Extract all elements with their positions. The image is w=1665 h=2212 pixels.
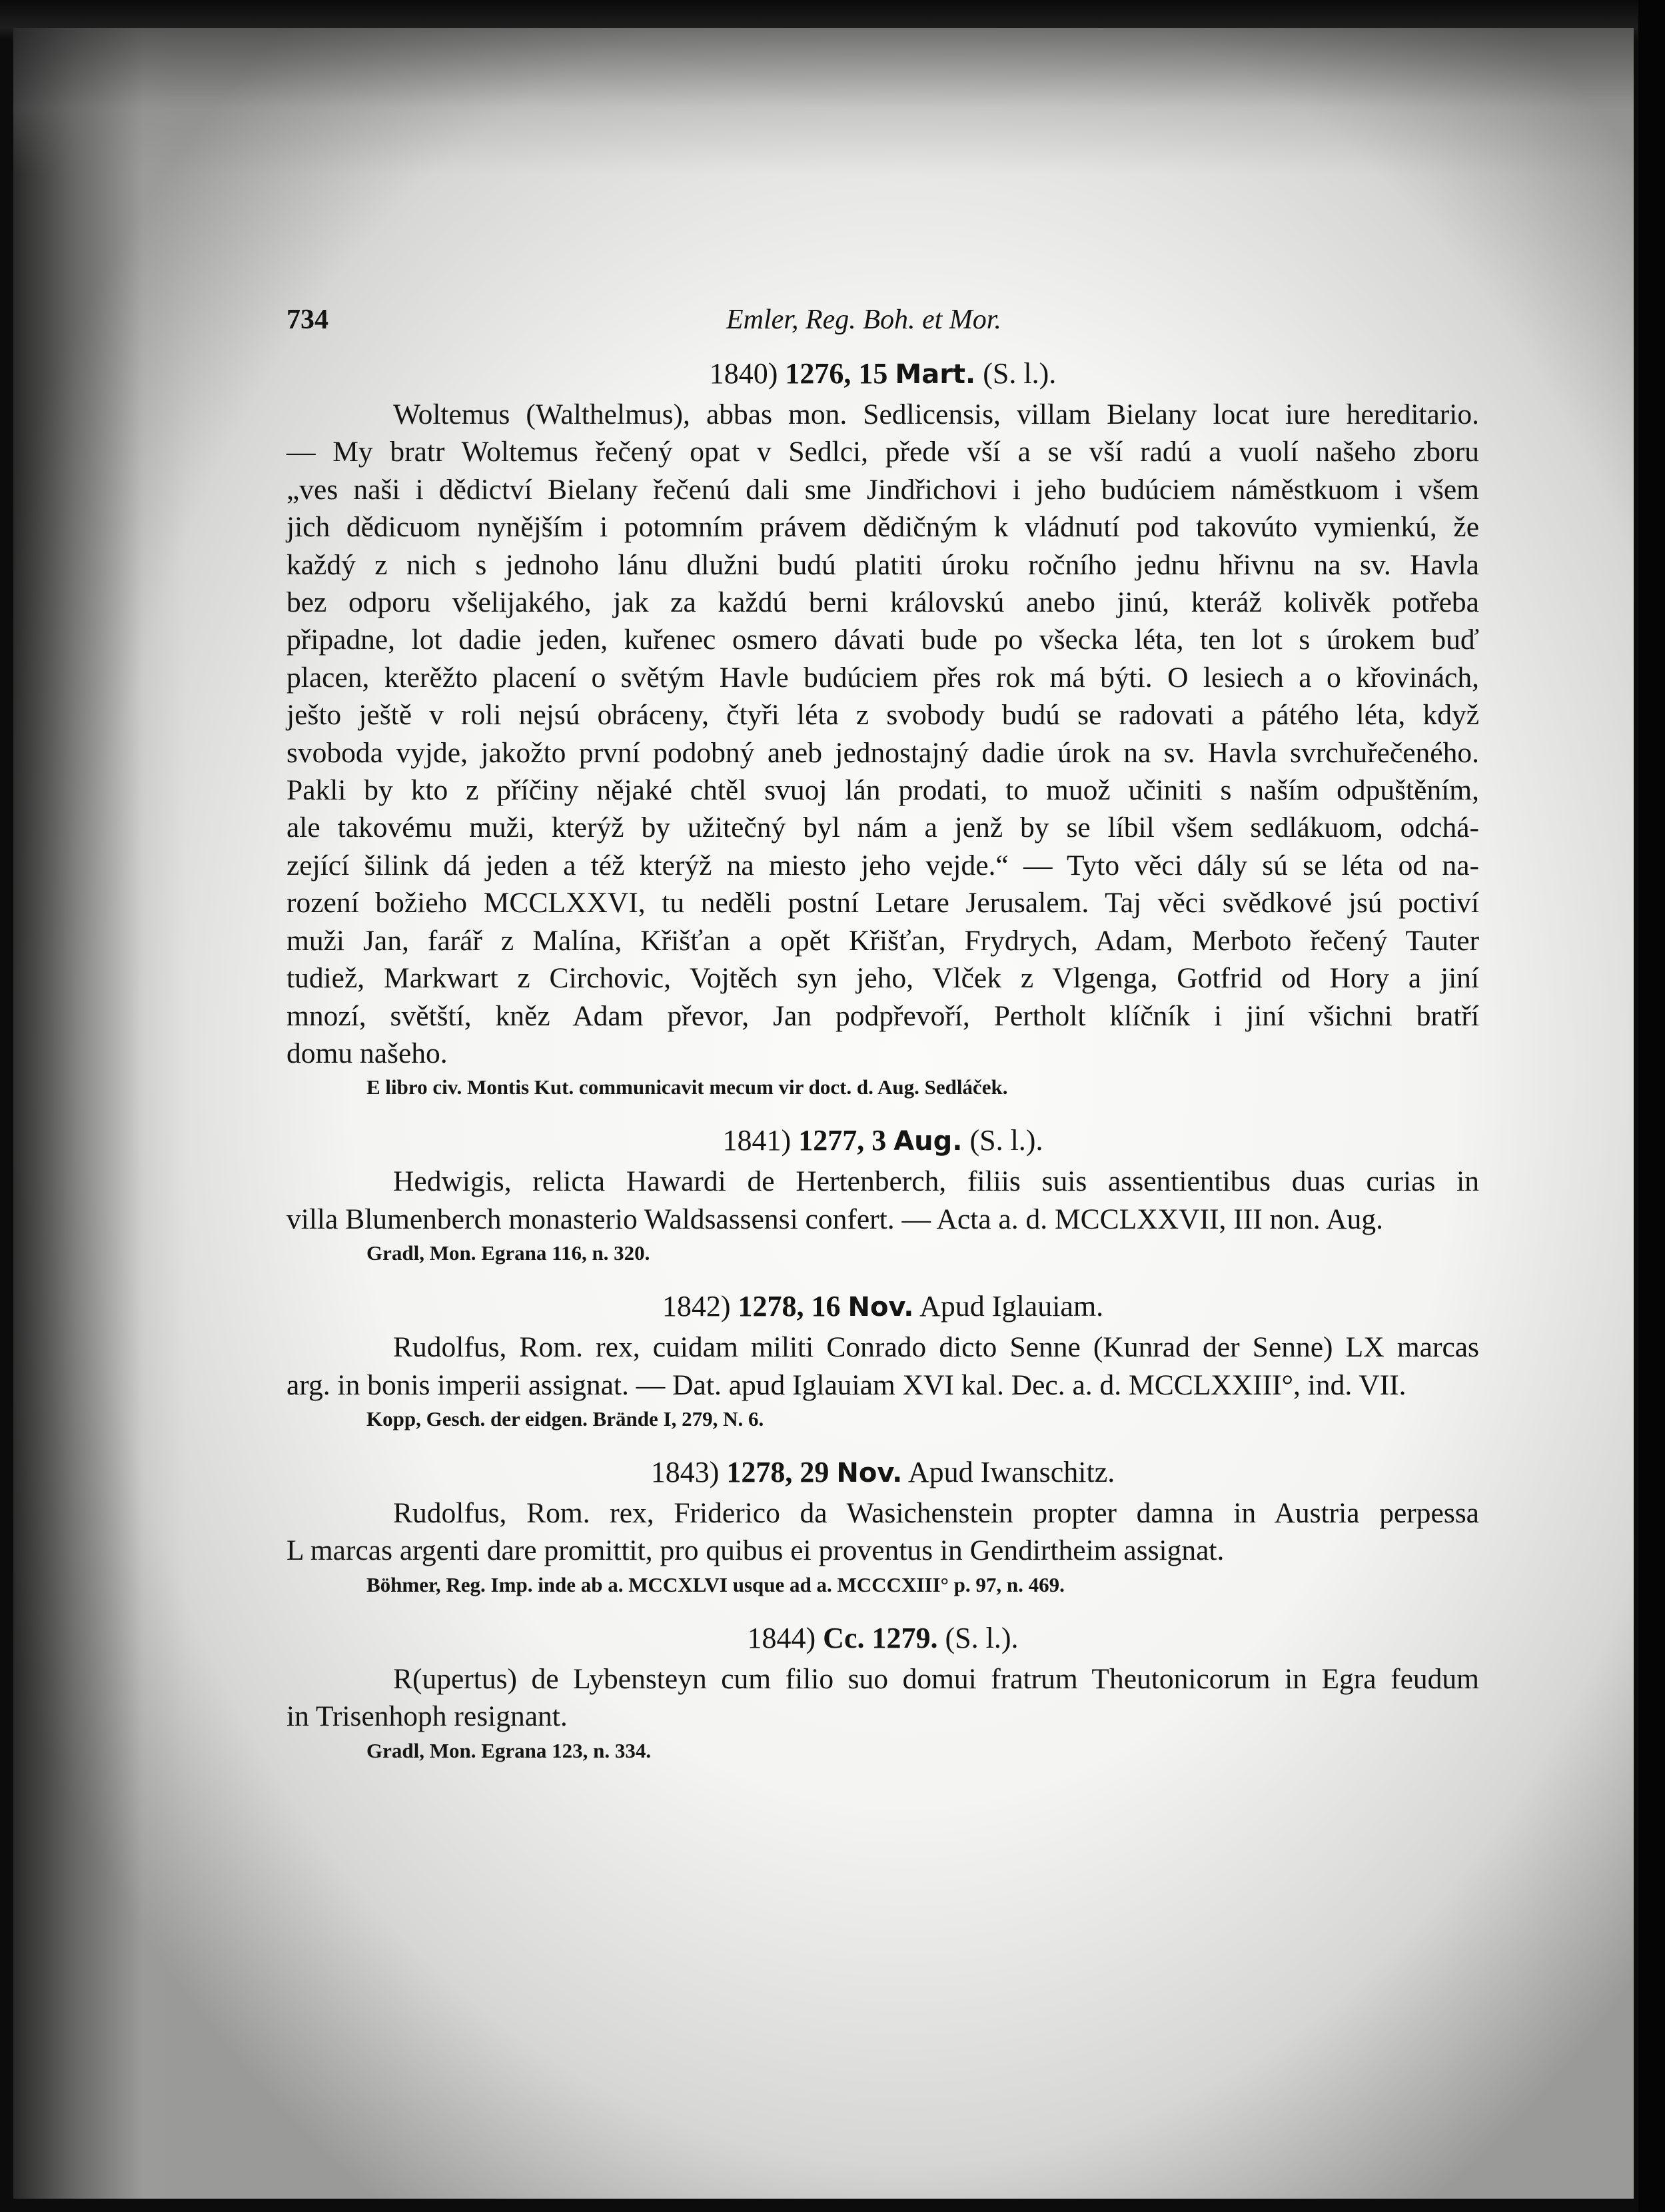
- text-line: Rudolfus, Rom. rex, Friderico da Wasichenstein propter damna in Austria perpessa: [393, 1496, 1479, 1529]
- text-line: tudiež, Markwart z Circhovic, Vojtěch syn jeho, Vlček z Vlgenga, Gotfrid od Hory a jiní: [286, 962, 1479, 995]
- text-line: jich dědicuom nynějším i potomním právem dědičným k vládnutí pod takovúto vymienkú, že: [286, 511, 1479, 544]
- text-line: Hedwigis, relicta Hawardi de Hertenberch, filiis suis assentientibus duas curias in: [393, 1165, 1479, 1198]
- entry-text: [286, 1163, 1479, 1238]
- entry-heading: [286, 1285, 1479, 1329]
- entry-place: Apud Iwanschitz.: [907, 1455, 1115, 1488]
- entry-1840: [286, 352, 1479, 1103]
- text-line: R(upertus) de Lybensteyn cum filio suo domui fratrum Theutonicorum in Egra feudum: [393, 1662, 1479, 1695]
- entry-place: (S. l.).: [983, 357, 1057, 390]
- entry-text: [286, 1494, 1479, 1570]
- text-line: ale takovému muži, kterýž by užitečný byl nám a jenž by se líbil všem sedlákuom, odchá-: [286, 812, 1479, 844]
- text-line: Rudolfus, Rom. rex, cuidam militi Conrado dicto Senne (Kunrad der Senne) LX marcas: [393, 1331, 1479, 1364]
- text-line: muži Jan, farář z Malína, Křišťan a opět Křišťan, Frydrych, Adam, Merboto řečený Tauter: [286, 924, 1479, 957]
- text-line: L marcas argenti dare promittit, pro quibus ei proventus in Gendirtheim assignat.: [286, 1534, 1225, 1567]
- entry-month: Mart.: [895, 359, 976, 390]
- entry-number: 1843): [650, 1455, 720, 1488]
- running-head: [286, 298, 1479, 345]
- entry-heading: [286, 1119, 1479, 1163]
- text-line: ješto ještě v roli nejsú obráceny, čtyři léta z svobody budú se radovati a pátého léta, když: [286, 699, 1479, 732]
- source-citation: Böhmer, Reg. Imp. inde ab a. MCCXLVI usque ad a. MCCCXIII° p. 97, n. 469.: [366, 1572, 1065, 1596]
- entry-month: Aug.: [893, 1126, 963, 1157]
- text-line: rození božieho MCCLXXVI, tu neděli postní Letare Jerusalem. Taj věci svědkové jsú poctiví: [286, 887, 1479, 919]
- entry-heading: [286, 352, 1479, 396]
- entry-1841: [286, 1119, 1479, 1269]
- text-line: in Trisenhoph resignant.: [286, 1700, 568, 1733]
- text-line: domu našeho.: [286, 1037, 448, 1069]
- entry-1843: [286, 1450, 1479, 1600]
- entry-date: 1278, 16: [738, 1290, 841, 1323]
- source-citation: Gradl, Mon. Egrana 123, n. 334.: [366, 1738, 652, 1762]
- entry-number: 1842): [662, 1290, 731, 1323]
- entry-date: Cc. 1279.: [823, 1621, 938, 1654]
- text-line: Pakli by kto z příčiny nějaké chtěl svuoj lán prodati, to muož učiniti s naším odpuštěním,: [286, 774, 1479, 807]
- entry-text: [286, 1329, 1479, 1404]
- source-citation: Gradl, Mon. Egrana 116, n. 320.: [366, 1241, 650, 1265]
- text-line: připadne, lot dadie jeden, kuřenec osmero dávati bude po všecka léta, ten lot s úrokem buď: [286, 624, 1479, 656]
- entry-place: (S. l.).: [945, 1621, 1019, 1654]
- entry-number: 1844): [747, 1621, 816, 1654]
- text-line: zející šilink dá jeden a též kterýž na miesto jeho vejde.“ — Tyto věci dály sú se léta od na-: [286, 849, 1479, 881]
- source-citation: E libro civ. Montis Kut. communicavit mecum vir doct. d. Aug. Sedláček.: [366, 1075, 1008, 1099]
- text-line: svoboda vyjde, jakožto první podobný aneb jednostajný dadie úrok na sv. Havla svrchuřečeného.: [286, 736, 1479, 769]
- entry-number: 1840): [709, 357, 778, 390]
- text-line: bez odporu všelijakého, jak za každú berni královskú anebo jinú, kteráž kolivěk potřeba: [286, 586, 1479, 619]
- text-line: každý z nich s jednoho lánu dlužni budú platiti úroku ročního jednu hřivnu na sv. Havla: [286, 548, 1479, 581]
- entry-text: [286, 396, 1479, 1072]
- source-citation: Kopp, Gesch. der eidgen. Brände I, 279, N. 6.: [366, 1406, 764, 1430]
- text-line: „ves naši i dědictví Bielany řečenú dali sme Jindřichovi i jeho budúciem náměstkuom i všem: [286, 473, 1479, 506]
- page-content: [286, 298, 1479, 1782]
- entry-month: Nov.: [847, 1292, 914, 1323]
- entry-heading: [286, 1450, 1479, 1494]
- entry-date: 1278, 29: [726, 1455, 830, 1488]
- text-line: arg. in bonis imperii assignat. — Dat. apud Iglauiam XVI kal. Dec. a. d. MCCLXXIII°, ind. VII.: [286, 1369, 1406, 1401]
- scan-border-right: [1638, 0, 1665, 2212]
- text-line: villa Blumenberch monasterio Waldsassensi confert. — Acta a. d. MCCLXXVII, III non. Aug.: [286, 1203, 1383, 1235]
- text-line: — My bratr Woltemus řečený opat v Sedlci, přede vší a se vší radú a vuolí našeho zboru: [286, 436, 1479, 468]
- entry-1844: [286, 1616, 1479, 1766]
- entry-date: 1276, 15: [785, 357, 888, 390]
- entry-1842: [286, 1285, 1479, 1434]
- text-line: placen, kterěžto placení o světým Havle budúciem přes rok má býti. O lesiech a o křovinách,: [286, 661, 1479, 694]
- text-line: Woltemus (Walthelmus), abbas mon. Sedlicensis, villam Bielany locat iure hereditario.: [393, 398, 1479, 430]
- entry-number: 1841): [722, 1124, 792, 1157]
- running-title: Emler, Reg. Boh. et Mor.: [726, 304, 1001, 335]
- entry-heading: [286, 1616, 1479, 1660]
- entry-place: (S. l.).: [969, 1124, 1043, 1157]
- page-number: 734: [286, 304, 328, 335]
- text-line: mnozí, světští, kněz Adam převor, Jan podpřevoří, Pertholt klíčník i jiní všichni bratří: [286, 999, 1479, 1032]
- entry-date: 1277, 3: [798, 1124, 887, 1157]
- entry-place: Apud Iglauiam.: [919, 1290, 1104, 1323]
- entry-text: [286, 1660, 1479, 1736]
- entry-month: Nov.: [836, 1457, 903, 1488]
